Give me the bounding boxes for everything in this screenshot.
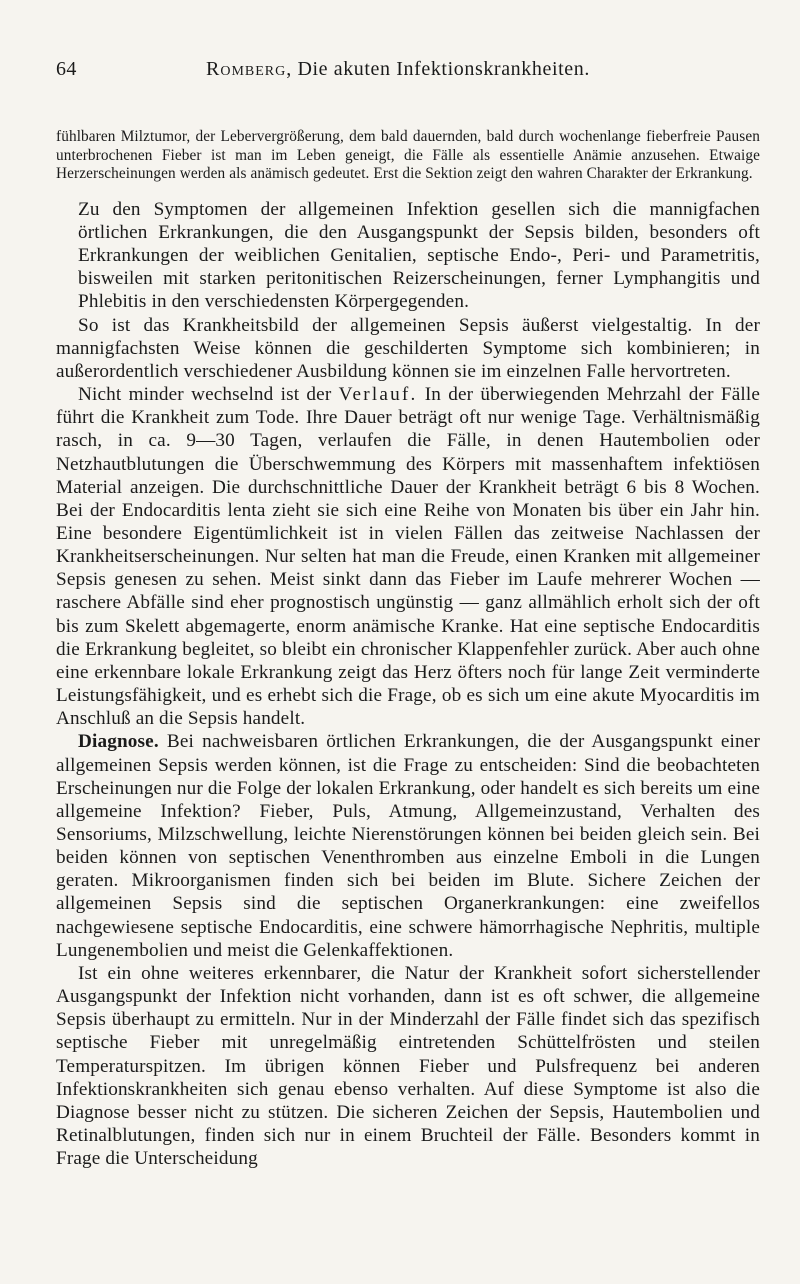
running-head	[56, 44, 760, 78]
diagnose-heading: Diagnose.	[78, 731, 159, 753]
verlauf-heading: Verlauf.	[338, 384, 418, 406]
small-print-paragraph: fühlbaren Milztumor, der Lebervergrößerung, dem bald dauernden, bald durch wochenlange fieberfreie Pausen unterbrochenen Fieber ist man im Leben geneigt, die Fälle als essentielle Anämie anzusehen. Etwaige Herzerscheinungen werden als anämisch gedeutet. Erst die Sektion zeigt den wahren Charakter der Erkrankung.	[56, 128, 760, 183]
page-number: 64	[56, 58, 77, 80]
verlauf-body: In der überwiegenden Mehrzahl der Fälle führt die Krankheit zum Tode. Ihre Dauer beträgt oft nur wenige Tage. Verhältnismäßig rasch, in ca. 9—30 Tagen, verlaufen die Fälle, in denen Hautembolien oder Netzhautblutungen die Überschwemmung des Körpers mit massenhaftem infektiösen Material anzeigen. Die durchschnittliche Dauer der Krankheit beträgt 6 bis 8 Wochen. Bei der Endocarditis lenta zieht sie sich eine Reihe von Monaten bis über ein Jahr hin. Eine besondere Eigentümlichkeit ist in vielen Fällen das zeitweise Nachlassen der Krankheitserscheinungen. Nur selten hat man die Freude, einen Kranken mit allgemeiner Sepsis genesen zu sehen. Meist sinkt dann das Fieber im Laufe mehrerer Wochen — raschere Abfälle sind eher prognostisch ungünstig — ganz allmählich erholt sich der oft bis zum Skelett abgemagerte, enorm anämische Kranke. Hat eine septische Endocarditis die Erkrankung begleitet, so bleibt ein chronischer Klappenfehler zurück. Aber auch ohne eine erkennbare lokale Erkrankung zeigt das Herz öfters noch für lange Zeit verminderte Leistungsfähigkeit, und es erhebt sich die Frage, ob es sich um eine akute Myocarditis im Anschluß an die Sepsis handelt.	[56, 384, 760, 730]
paragraph-symptoms: Zu den Symptomen der allgemeinen Infektion gesellen sich die mannigfachen örtlichen Erkrankungen, die den Ausgangspunkt der Sepsis bilden, besonders oft Erkrankungen der weiblichen Genitalien, septische Endo-, Peri- und Parametritis, bisweilen mit starken peritonitischen Reizerscheinungen, ferner Lymphangitis und Phlebitis in den verschiedensten Körpergegenden.	[78, 198, 760, 313]
paragraph-verlauf	[56, 383, 760, 730]
running-head-book-title: , Die akuten Infektionskrankheiten.	[286, 58, 590, 80]
running-head-title	[206, 58, 590, 81]
paragraph-krankheitsbild: So ist das Krankheitsbild der allgemeinen Sepsis äußerst vielgestaltig. In der mannigfachsten Weise können die geschilderten Symptome sich kombinieren; in außerordentlich verschiedener Ausbildung können sie im einzelnen Falle hervortreten.	[56, 314, 760, 382]
verlauf-intro: Nicht minder wechselnd ist der	[78, 384, 339, 406]
diagnose-body: Bei nachweisbaren örtlichen Erkrankungen, die der Ausgangspunkt einer allgemeinen Sepsis werden können, ist die Frage zu entscheiden: Sind die beobachteten Erscheinungen nur die Folge der lokalen Erkrankung, oder handelt es sich bereits um eine allgemeine Infektion? Fieber, Puls, Atmung, Allgemeinzustand, Verhalten des Sensoriums, Milzschwellung, leichte Nierenstörungen können bei beiden gleich sein. Bei beiden können von septischen Venenthromben aus einzelne Emboli in die Lungen geraten. Mikroorganismen finden sich bei beiden im Blute. Sichere Zeichen der allgemeinen Sepsis sind die septischen Organerkrankungen: eine zweifellos nachgewiesene septische Endocarditis, eine schwere hämorrhagische Nephritis, multiple Lungenembolien und meist die Gelenkaffektionen.	[56, 731, 760, 961]
running-head-author: Romberg	[206, 58, 287, 80]
paragraph-diagnose	[56, 730, 760, 962]
paragraph-ausgangspunkt: Ist ein ohne weiteres erkennbarer, die Natur der Krankheit sofort sicherstellender Ausgangspunkt der Infektion nicht vorhanden, dann ist es oft schwer, die allgemeine Sepsis überhaupt zu ermitteln. Nur in der Minderzahl der Fälle findet sich das spezifisch septische Fieber mit unregelmäßig eintretenden Schüttelfrösten und steilen Temperaturspitzen. Im übrigen können Fieber und Pulsfrequenz bei anderen Infektionskrankheiten sich genau ebenso verhalten. Auf diese Symptome ist also die Diagnose besser nicht zu stützen. Die sicheren Zeichen der Sepsis, Hautembolien und Retinalblutungen, finden sich nur in einem Bruchteil der Fälle. Besonders kommt in Frage die Unterscheidung	[56, 962, 760, 1170]
main-text	[56, 198, 760, 1171]
